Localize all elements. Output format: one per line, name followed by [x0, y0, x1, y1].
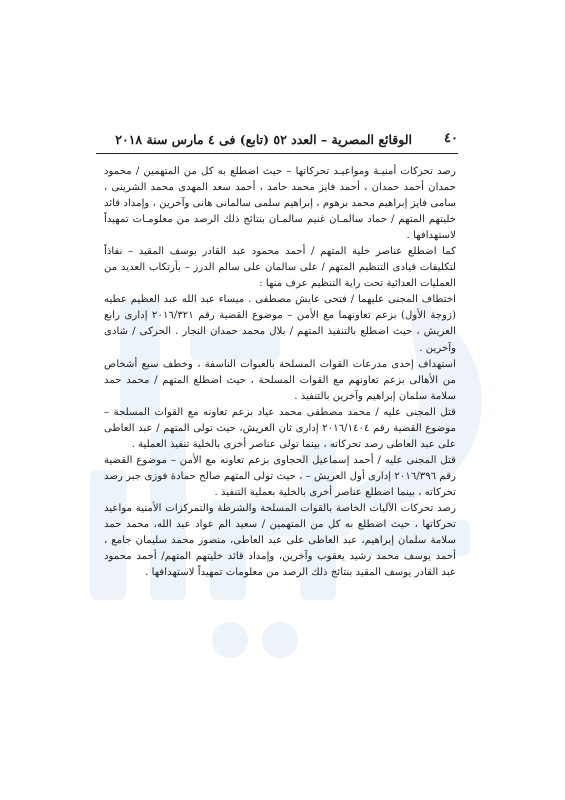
header-title: الوقائع المصرية – العدد ٥٢ (تابع) فى ٤ مارس سنة ٢٠١٨: [115, 132, 412, 147]
paragraph: استهداف إحدى مدرعات القوات المسلحة بالعبوات الناسفة ، وخطف سبع أشخاص من الأهالى بزعم تعاونهم مع القوات المسلحة ، حيث اضطلع المتهم / محمد حمد سلامة سلمان إبراهيم وآخرين بالتنفيذ .: [104, 358, 456, 402]
header-divider: [96, 153, 458, 154]
paragraph: اختطاف المجنى عليهما / فتحى عايش مصطفى . ميساء عبد الله عبد العظيم عطيه (زوجة الأول) بزعم تعاونهما مع الأمن – موضوع القضية رقم ٢٠١٦/٣٢١ إدارى رابع العريش ، حيث اضطلع بالتنفيذ المتهم / بلال محمد حمدان النجار . الحركى / شادى وآخرين .: [104, 294, 456, 354]
page-header: [96, 131, 458, 153]
page-number: ٤٠: [444, 131, 458, 146]
paragraph: كما اضطلع عناصر خلية المتهم / أحمد محمود عبد القادر يوسف المقيد – نفاذاً لتكليفات قيادى التنظيم المتهم / على سالمان على سالم الدرز – بأرتكاب العديد من العمليات العدائية تحت راية التنظيم عرف منها :: [104, 246, 456, 290]
document-body: [104, 164, 456, 581]
paragraph: رصد تحركات أمنيـة ومواعيـد تحركاتها – حيث اضطلع به كل من المتهمين / محمود حمدان أحمد حمدان ، أحمد فايز محمد حامد ، أحمد سعد المهدى محمد الشرينى ، سامى فايز إبراهيم محمد برهوم ، إبراهيم سلمى سالمانى هانى وآخرين ، وإمداد قائد خليتهم المتهم / حماد سالمـان غنيم سالمـان بنتائج ذلك الرصد من معلومـات تمهيداً لاستهدافها .: [104, 166, 456, 242]
paragraph: قتل المجنى عليه / أحمد إسماعيل الحجاوى بزعم تعاونه مع الأمن – موضوع القضية رقم ٢٠١٦/٣٩٦ إدارى أول العريش – ، حيث تولى المتهم صالح حمادة فوزى جبر رصد تحركاته ، بينما اضطلع عناصر أخرى بالخلية بعملية التنفيذ .: [104, 454, 456, 498]
paragraph: قتل المجنى عليه / محمد مصطفى محمد عياد بزعم تعاونه مع القوات المسلحة – موضوع القضية رقم ٢٠١٦/١٤٠٤ إدارى ثان العريش، حيث تولى المتهم / عبد العاطى على عبد العاطى رصد تحركاته ، بينما تولى عناصر أخرى بالخلية تنفيذ العملية .: [104, 406, 456, 450]
paragraph: رصد تحركات الآليات الخاصة بالقوات المسلحة والشرطة والتمركزات الأمنية مواعيد تحركاتها ، حيث اضطلع به كل من المتهمين / سعيد الم عواد عبد الله، محمد حمد سلامة سلمان إبراهيم، عبد العاطى على عبد العاطى، منصور محمد سليمان جامع ، أحمد يوسف محمد رشيد يعقوب وآخرين، وإمداد قائد خليتهم المتهم/ أحمد محمود عبد القادر يوسف المقيد بنتائج ذلك الرصد من معلومات تمهيداً لاستهدافها .: [104, 502, 456, 579]
